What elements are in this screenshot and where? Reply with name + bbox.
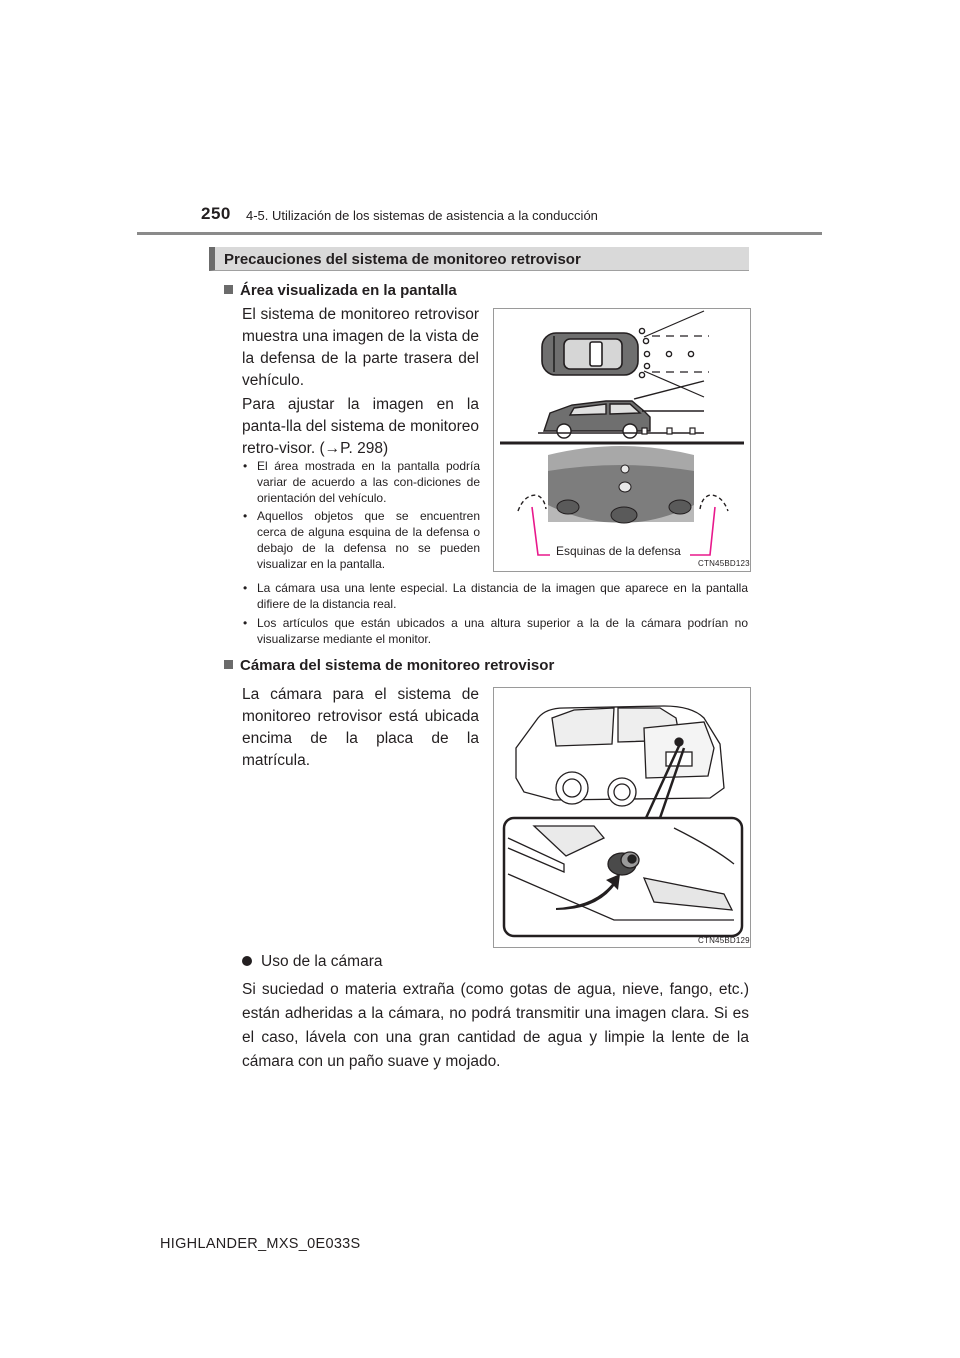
- square-bullet-icon: [224, 660, 233, 669]
- heading-area-visualizada: [224, 282, 457, 299]
- paragraph-camera-location: La cámara para el sistema de monitoreo retrovisor está ubicada encima de la placa de la matrícula.: [242, 686, 479, 769]
- bullet-text: El área mostrada en la pantalla podría variar de acuerdo a las con-diciones de orientación del vehículo.: [257, 459, 480, 505]
- heading-text: Área visualizada en la pantalla: [240, 282, 457, 299]
- car-side-view-icon: [538, 381, 704, 438]
- page-number: 250: [201, 204, 231, 223]
- round-bullet-icon: [242, 956, 252, 966]
- bullet-text: La cámara usa una lente especial. La distancia de la imagen que aparece en la pantalla difiere de la distancia real.: [257, 581, 748, 611]
- bullet-item: [243, 458, 480, 506]
- bullet-text: Los artículos que están ubicados a una altura superior a la de la cámara podrían no visualizarse mediante el monitor.: [257, 616, 748, 646]
- bullet-item: [243, 508, 480, 572]
- car-top-view-icon: [542, 333, 638, 375]
- monitor-screen-image: [548, 446, 694, 523]
- bullet-dot-icon: •: [243, 616, 248, 630]
- chapter-title: 4-5. Utilización de los sistemas de asistencia a la conducción: [246, 208, 598, 223]
- detail-frame: [504, 818, 742, 936]
- rear-view-diagram: [494, 309, 750, 571]
- bullet-dot-icon: •: [243, 459, 248, 473]
- figure-display-area: [493, 308, 751, 572]
- figure-code: CTN45BD129: [698, 936, 750, 945]
- paragraph-area-1: El sistema de monitoreo retrovisor muestra una imagen de la vista de la defensa de la parte trasera del vehículo.: [242, 306, 479, 389]
- square-bullet-icon: [224, 285, 233, 294]
- figure-camera-location: [493, 687, 751, 948]
- model-code: HIGHLANDER_MXS_0E033S: [160, 1236, 361, 1252]
- sub-item-uso-camara: [242, 951, 382, 973]
- bullet-item: [243, 615, 748, 647]
- bullet-item: [243, 580, 748, 612]
- camera-location-diagram: [494, 688, 750, 947]
- figure-code: CTN45BD123: [698, 559, 750, 568]
- section-title: Precauciones del sistema de monitoreo retrovisor: [224, 251, 581, 268]
- bullet-text: Aquellos objetos que se encuentren cerca de alguna esquina de la defensa o debajo de la defensa no se pueden visualizar en la pantalla.: [257, 509, 480, 571]
- header-rule: [137, 232, 822, 235]
- bullet-dot-icon: •: [243, 581, 248, 595]
- heading-camara: [224, 657, 554, 674]
- guide-lines: [644, 311, 709, 397]
- heading-text: Cámara del sistema de monitoreo retrovisor: [240, 657, 555, 674]
- paragraph-cleaning: Si suciedad o materia extraña (como gotas de agua, nieve, fango, etc.) están adheridas a la cámara, no podrá transmitir una imagen clara. Si es el caso, lávela con una gran cantidad de agua y limpie la lente de la cámara con un paño suave y mojado.: [242, 981, 749, 1070]
- suv-rear-icon: [516, 706, 724, 806]
- bumper-corners-label: Esquinas de la defensa: [556, 544, 681, 558]
- bullet-dot-icon: •: [243, 509, 248, 523]
- sub-item-text: Uso de la cámara: [261, 953, 383, 970]
- paragraph-area-2: Para ajustar la imagen en la panta-lla del sistema de monitoreo retro-visor. (→P. 298): [242, 396, 479, 457]
